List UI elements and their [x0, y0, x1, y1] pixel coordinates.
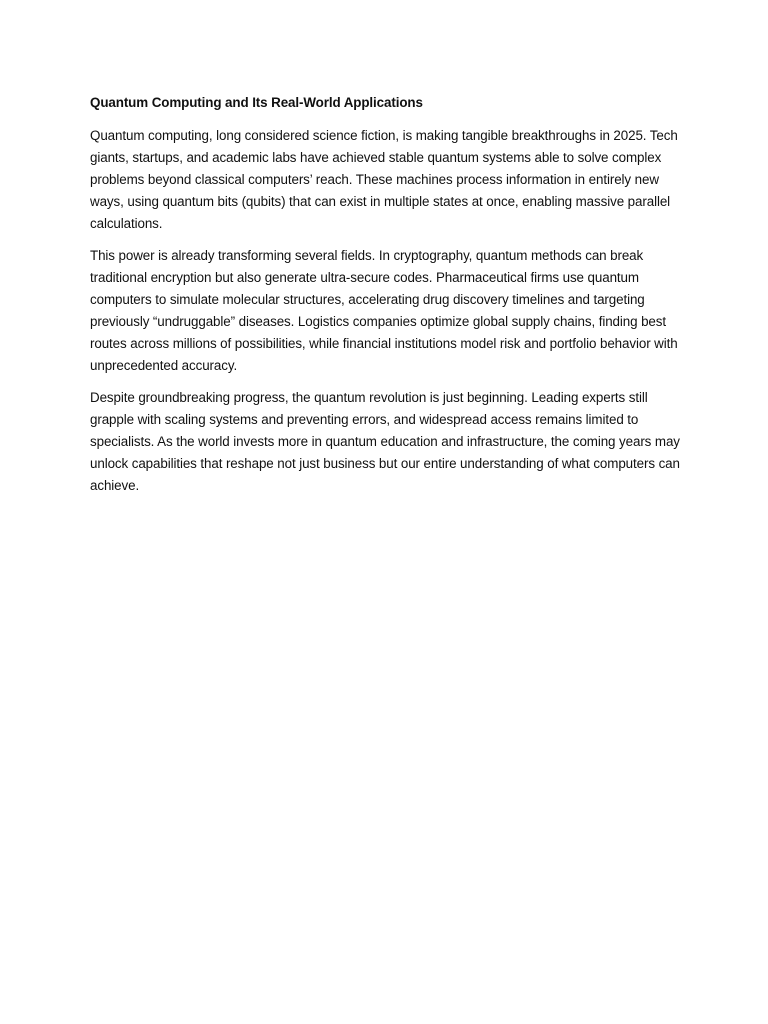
- paragraph-outlook: Despite groundbreaking progress, the quantum revolution is just beginning. Leading experts still grapple with scaling systems and preventing errors, and widespread access remains limited to specialists. As the world invests more in quantum education and infrastructure, the coming years may unlock capabilities that reshape not just business but our entire understanding of what computers can achieve.: [90, 390, 680, 493]
- paragraph-applications: This power is already transforming several fields. In cryptography, quantum methods can break traditional encryption but also generate ultra-secure codes. Pharmaceutical firms use quantum computers to simulate molecular structures, accelerating drug discovery timelines and targeting previously “undruggable” diseases. Logistics companies optimize global supply chains, finding best routes across millions of possibilities, while financial institutions model risk and portfolio behavior with unprecedented accuracy.: [90, 248, 678, 373]
- paragraph-intro: Quantum computing, long considered science fiction, is making tangible breakthroughs in 2025. Tech giants, startups, and academic labs have achieved stable quantum systems able to solve complex problems beyond classical computers’ reach. These machines process information in entirely new ways, using quantum bits (qubits) that can exist in multiple states at once, enabling massive parallel calculations.: [90, 128, 678, 231]
- document-title: Quantum Computing and Its Real-World Applications: [90, 95, 423, 110]
- document-page: [90, 93, 690, 507]
